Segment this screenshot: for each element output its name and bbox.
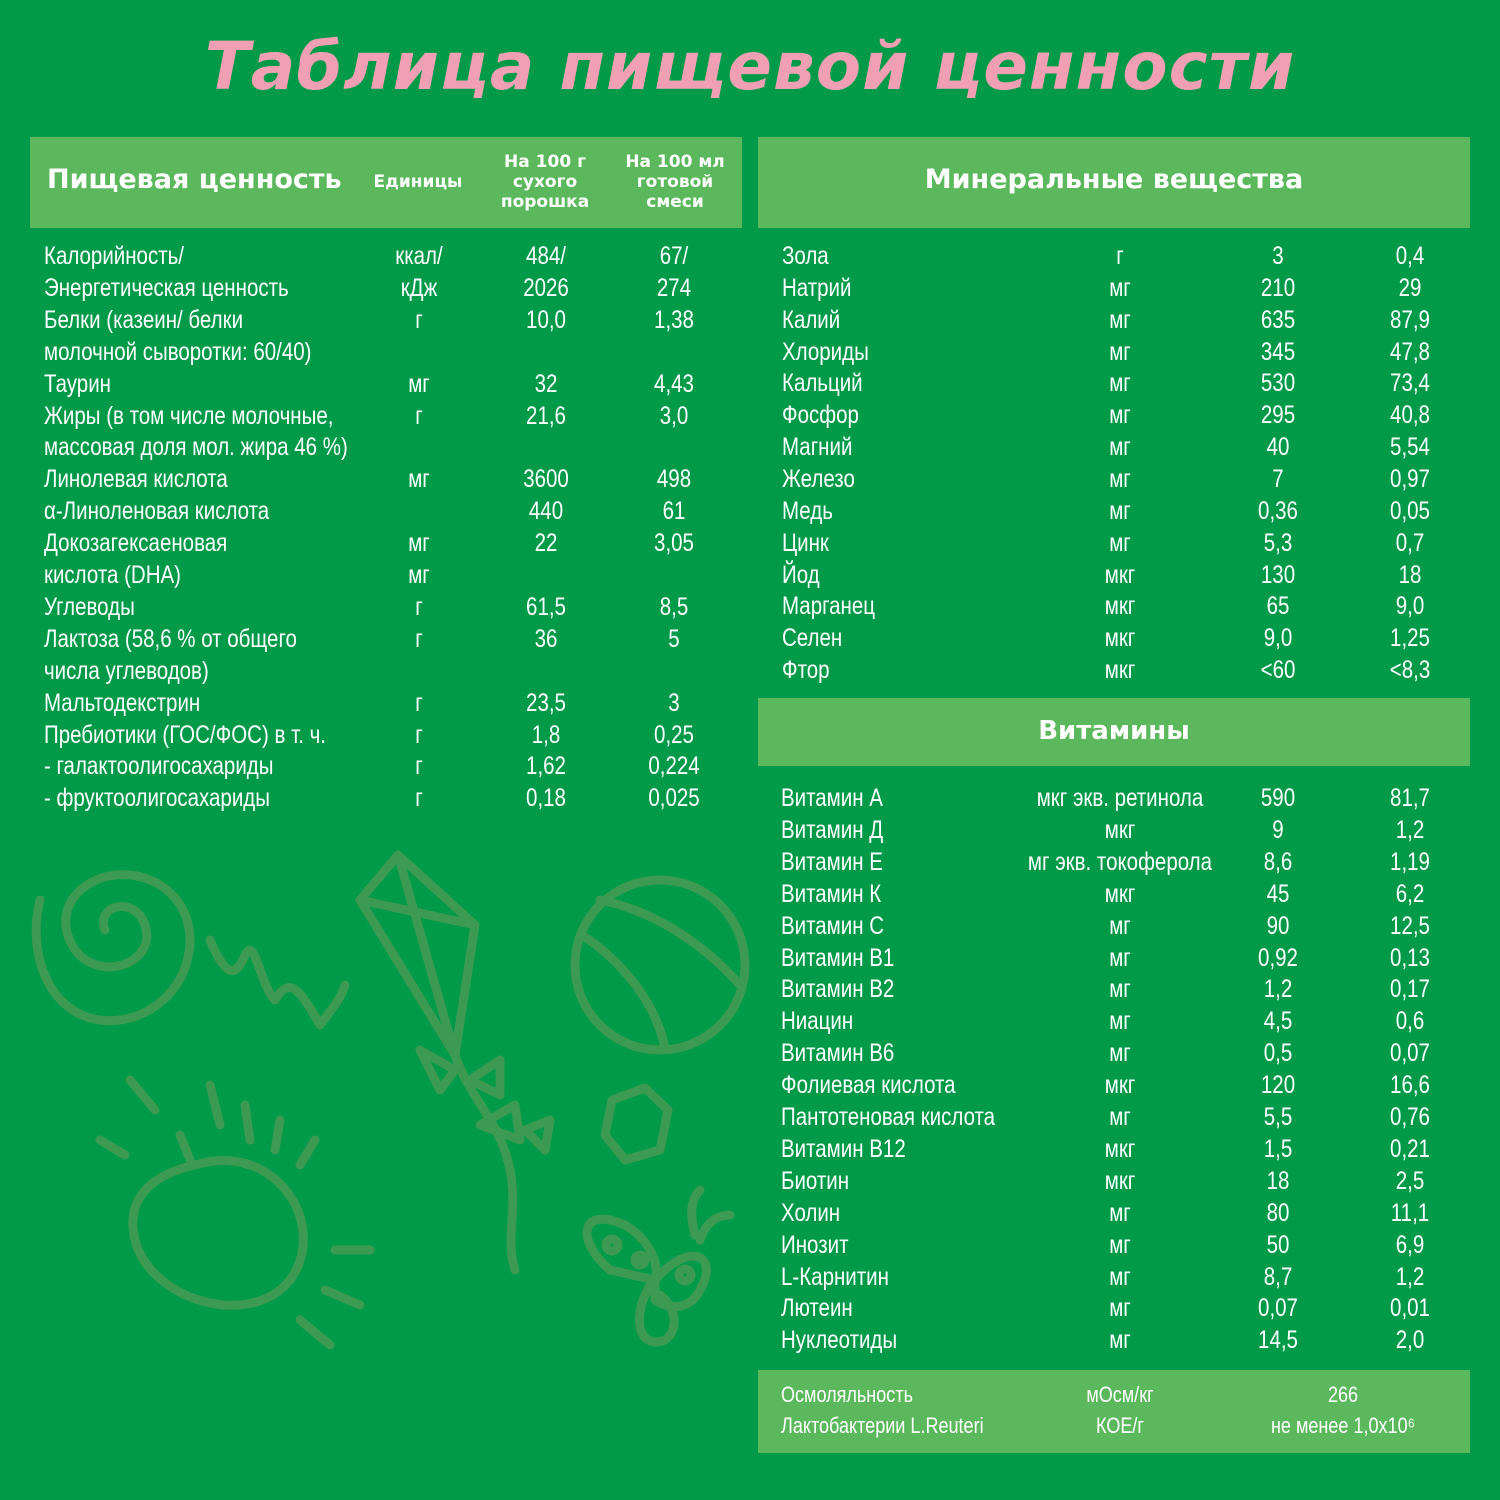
minerals-name-cell: Железо — [782, 464, 855, 493]
footer-value-cell: 266 — [1327, 1382, 1359, 1407]
nutrition-value-per-100g-cell: 23,5 — [526, 688, 566, 717]
nutrition-unit-cell: мг — [408, 561, 430, 589]
vitamins-value-per-100ml-cell: 0,76 — [1390, 1103, 1430, 1131]
vitamins-unit-cell: мкг — [1104, 1134, 1136, 1163]
nutrition-name-cell: Белки (казеин/ белки — [44, 305, 244, 334]
nutrition-value-per-100ml-cell: 0,25 — [654, 720, 694, 749]
page-title: Таблица пищевой ценности — [204, 28, 1296, 105]
nutrition-value-per-100ml-cell: 498 — [656, 465, 692, 494]
nutrition-unit-cell: мг — [408, 465, 430, 494]
minerals-row — [0, 272, 1500, 304]
minerals-row — [0, 240, 1500, 272]
minerals-name-cell: Медь — [782, 496, 833, 525]
nutrition-unit-cell: ккал/ — [395, 242, 443, 270]
vitamins-name-cell: Витамин В1 — [781, 943, 895, 972]
nutrition-value-per-100ml-cell: 61 — [662, 497, 686, 526]
minerals-name-cell: Цинк — [782, 528, 829, 557]
minerals-row — [0, 431, 1500, 463]
minerals-value-per-100ml-cell: 29 — [1398, 273, 1422, 302]
nutrition-value-per-100ml-cell: 0,224 — [648, 752, 700, 781]
vitamins-value-per-100ml-cell: 0,13 — [1390, 943, 1430, 972]
nutrition-value-per-100g-cell: 1,8 — [531, 720, 561, 749]
vitamins-row — [0, 782, 1500, 814]
vitamins-name-cell: Инозит — [781, 1230, 849, 1259]
minerals-value-per-100ml-cell: 5,54 — [1390, 433, 1430, 462]
nutrition-unit-cell: г — [415, 592, 423, 621]
vitamins-value-per-100ml-cell: 1,2 — [1395, 1262, 1425, 1291]
minerals-unit-cell: мг — [1109, 273, 1131, 302]
nutrition-value-per-100g-cell: 2026 — [523, 273, 569, 302]
minerals-unit-cell: мг — [1109, 496, 1131, 525]
vitamins-unit-cell: мкг — [1104, 1166, 1136, 1195]
minerals-name-cell: Селен — [782, 624, 843, 653]
minerals-row — [0, 304, 1500, 336]
vitamins-value-per-100g-cell: 50 — [1266, 1230, 1290, 1259]
vitamins-unit-cell: мг — [1109, 1230, 1131, 1259]
minerals-value-per-100g-cell: 9,0 — [1263, 624, 1293, 653]
minerals-value-per-100ml-cell: 1,25 — [1390, 624, 1430, 653]
vitamins-name-cell: Витамин С — [781, 911, 885, 940]
nutrition-name-cell: Линолевая кислота — [44, 465, 228, 494]
vitamins-unit-cell: мг — [1109, 1007, 1131, 1036]
minerals-unit-cell: мг — [1109, 305, 1131, 334]
vitamins-name-cell: Ниацин — [781, 1007, 854, 1036]
minerals-name-cell: Фосфор — [782, 401, 859, 430]
minerals-value-per-100g-cell: 530 — [1260, 369, 1296, 398]
nutrition-name-cell: Калорийность/ — [44, 242, 184, 270]
minerals-value-per-100g-cell: 40 — [1266, 433, 1290, 462]
vitamins-value-per-100ml-cell: 11,1 — [1390, 1198, 1430, 1227]
vitamins-value-per-100g-cell: 8,6 — [1263, 847, 1293, 876]
vitamins-value-per-100g-cell: 120 — [1260, 1071, 1296, 1100]
minerals-value-per-100ml-cell: 0,97 — [1390, 464, 1430, 493]
footer-unit-cell: мОсм/кг — [1086, 1382, 1154, 1407]
vitamins-unit-cell: мкг — [1104, 1071, 1136, 1100]
nutrition-name-cell: α-Линоленовая кислота — [44, 497, 270, 526]
minerals-value-per-100ml-cell: 18 — [1398, 560, 1422, 589]
nutrition-value-per-100ml-cell: 0,025 — [648, 784, 700, 813]
minerals-value-per-100g-cell: 295 — [1260, 401, 1296, 430]
nutrition-unit-cell: г — [415, 305, 423, 334]
vitamins-name-cell: L-Карнитин — [781, 1262, 889, 1291]
minerals-name-cell: Калий — [782, 305, 841, 334]
nutrition-value-per-100ml-cell: 3,05 — [654, 529, 694, 558]
vitamins-value-per-100g-cell: 1,2 — [1263, 975, 1293, 1004]
minerals-name-cell: Марганец — [782, 592, 876, 621]
vitamins-row — [0, 1005, 1500, 1037]
vitamins-value-per-100g-cell: 5,5 — [1263, 1103, 1293, 1131]
nutrition-value-per-100ml-cell: 5 — [668, 624, 680, 653]
minerals-value-per-100g-cell: 0,36 — [1258, 496, 1298, 525]
vitamins-value-per-100ml-cell: 2,0 — [1395, 1326, 1425, 1355]
vitamins-name-cell: Витамин Е — [781, 847, 883, 876]
nutrition-unit-cell: г — [415, 624, 423, 653]
vitamins-row — [0, 1197, 1500, 1229]
vitamins-row — [0, 1324, 1500, 1356]
vitamins-unit-cell: мкг — [1104, 815, 1136, 844]
vitamins-name-cell: Пантотеновая кислота — [781, 1103, 996, 1131]
minerals-value-per-100g-cell: 635 — [1260, 305, 1296, 334]
nutrition-unit-cell: мг — [408, 369, 430, 398]
nutrition-value-per-100ml-cell: 274 — [656, 273, 692, 302]
nutrition-value-per-100g-cell: 32 — [534, 369, 558, 398]
minerals-name-cell: Зола — [782, 242, 829, 270]
nutrition-value-per-100ml-cell: 67/ — [659, 242, 689, 270]
minerals-row — [0, 367, 1500, 399]
vitamins-value-per-100ml-cell: 0,01 — [1390, 1294, 1430, 1323]
minerals-unit-cell: мкг — [1104, 592, 1136, 621]
minerals-unit-cell: мкг — [1104, 656, 1136, 685]
minerals-name-cell: Кальций — [782, 369, 863, 398]
vitamins-name-cell: Витамин К — [781, 879, 882, 908]
vitamins-value-per-100ml-cell: 1,2 — [1395, 815, 1425, 844]
nutrition-header-col2: На 100 мл готовой смеси — [625, 152, 725, 212]
vitamins-value-per-100g-cell: 80 — [1266, 1198, 1290, 1227]
nutrition-value-per-100g-cell: 440 — [528, 497, 564, 526]
nutrition-name-cell: массовая доля мол. жира 46 %) — [44, 433, 348, 462]
nutrition-value-per-100g-cell: 61,5 — [526, 592, 566, 621]
vitamins-row — [0, 814, 1500, 846]
minerals-row — [0, 590, 1500, 622]
nutrition-row — [0, 687, 1500, 719]
minerals-value-per-100ml-cell: 0,7 — [1395, 528, 1425, 557]
vitamins-unit-cell: мг — [1109, 1294, 1131, 1323]
minerals-value-per-100ml-cell: 40,8 — [1390, 401, 1430, 430]
nutrition-value-per-100ml-cell: 1,38 — [654, 305, 694, 334]
minerals-row — [0, 527, 1500, 559]
vitamins-unit-cell: мг — [1109, 911, 1131, 940]
minerals-value-per-100ml-cell: 73,4 — [1390, 369, 1430, 398]
minerals-unit-cell: мг — [1109, 433, 1131, 462]
vitamins-row — [0, 1037, 1500, 1069]
vitamins-row — [0, 1292, 1500, 1324]
footer-value-cell: не менее 1,0x10⁶ — [1270, 1413, 1416, 1438]
minerals-unit-cell: мг — [1109, 528, 1131, 557]
vitamins-row — [0, 878, 1500, 910]
minerals-value-per-100ml-cell: 87,9 — [1390, 305, 1430, 334]
nutrition-unit-cell: кДж — [400, 273, 438, 302]
minerals-unit-cell: г — [1116, 242, 1124, 270]
minerals-row — [0, 654, 1500, 686]
vitamins-row — [0, 1229, 1500, 1261]
nutrition-value-per-100g-cell: 3600 — [523, 465, 569, 494]
minerals-value-per-100g-cell: 7 — [1272, 464, 1284, 493]
vitamins-value-per-100g-cell: 0,5 — [1263, 1039, 1293, 1068]
minerals-unit-cell: мг — [1109, 464, 1131, 493]
nutrition-value-per-100ml-cell: 8,5 — [659, 592, 689, 621]
vitamins-value-per-100ml-cell: 6,2 — [1395, 879, 1425, 908]
nutrition-name-cell: Углеводы — [44, 592, 135, 621]
nutrition-name-cell: Энергетическая ценность — [44, 273, 289, 302]
nutrition-name-cell: числа углеводов) — [44, 656, 209, 685]
nutrition-value-per-100g-cell: 22 — [534, 529, 558, 558]
vitamins-unit-cell: мг — [1109, 1262, 1131, 1291]
vitamins-row — [0, 1133, 1500, 1165]
nutrition-name-cell: Пребиотики (ГОС/ФОС) в т. ч. — [44, 720, 326, 749]
vitamins-value-per-100ml-cell: 0,6 — [1395, 1007, 1425, 1036]
vitamins-value-per-100g-cell: 14,5 — [1258, 1326, 1298, 1355]
minerals-row — [0, 495, 1500, 527]
nutrition-value-per-100g-cell: 484/ — [526, 242, 566, 270]
vitamins-name-cell: Витамин В12 — [781, 1134, 906, 1163]
vitamins-unit-cell: мг — [1109, 943, 1131, 972]
nutrition-name-cell: - фруктоолигосахариды — [44, 784, 270, 813]
minerals-value-per-100ml-cell: 9,0 — [1395, 592, 1425, 621]
vitamins-row — [0, 846, 1500, 878]
vitamins-value-per-100ml-cell: 1,19 — [1390, 847, 1430, 876]
nutrition-unit-cell: г — [415, 720, 423, 749]
nutrition-header-title: Пищевая ценность — [47, 164, 342, 195]
vitamins-value-per-100g-cell: 45 — [1266, 879, 1290, 908]
vitamins-name-cell: Витамин В6 — [781, 1039, 895, 1068]
vitamins-value-per-100ml-cell: 0,21 — [1390, 1134, 1430, 1163]
nutrition-unit-cell: г — [415, 401, 423, 430]
nutrition-unit-cell: г — [415, 688, 423, 717]
nutrition-unit-cell: мг — [408, 529, 430, 558]
nutrition-value-per-100g-cell: 21,6 — [526, 401, 566, 430]
vitamins-name-cell: Витамин А — [781, 784, 883, 812]
minerals-value-per-100ml-cell: 47,8 — [1390, 337, 1430, 366]
nutrition-name-cell: - галактоолигосахариды — [44, 752, 274, 781]
vitamins-value-per-100ml-cell: 81,7 — [1390, 784, 1430, 812]
vitamins-value-per-100ml-cell: 12,5 — [1390, 911, 1430, 940]
vitamins-name-cell: Холин — [781, 1198, 841, 1227]
footer-name-cell: Осмоляльность — [781, 1382, 913, 1407]
vitamins-value-per-100ml-cell: 0,07 — [1390, 1039, 1430, 1068]
vitamins-value-per-100ml-cell: 16,6 — [1390, 1071, 1430, 1100]
minerals-row — [0, 336, 1500, 368]
minerals-row — [0, 559, 1500, 591]
vitamins-value-per-100g-cell: 8,7 — [1263, 1262, 1293, 1291]
minerals-value-per-100ml-cell: 0,05 — [1390, 496, 1430, 525]
vitamins-value-per-100g-cell: 1,5 — [1263, 1134, 1293, 1163]
nutrition-name-cell: кислота (DHA) — [44, 561, 182, 589]
nutrition-value-per-100ml-cell: 4,43 — [654, 369, 694, 398]
vitamins-row — [0, 1165, 1500, 1197]
vitamins-name-cell: Витамин Д — [781, 815, 884, 844]
vitamins-value-per-100g-cell: 0,92 — [1258, 943, 1298, 972]
minerals-header-title: Минеральные вещества — [924, 164, 1304, 195]
minerals-row — [0, 399, 1500, 431]
vitamins-value-per-100ml-cell: 0,17 — [1390, 975, 1430, 1004]
vitamins-row — [0, 1101, 1500, 1133]
vitamins-value-per-100g-cell: 4,5 — [1263, 1007, 1293, 1036]
vitamins-unit-cell: мг — [1109, 1326, 1131, 1355]
vitamins-name-cell: Биотин — [781, 1166, 850, 1195]
nutrition-header-col1: На 100 г сухого порошка — [500, 152, 590, 212]
nutrition-value-per-100ml-cell: 3,0 — [659, 401, 689, 430]
vitamins-unit-cell: мкг экв. ретинола — [1036, 784, 1204, 812]
vitamins-name-cell: Витамин В2 — [781, 975, 895, 1004]
footer-name-cell: Лактобактерии L.Reuteri — [781, 1413, 984, 1438]
vitamins-name-cell: Лютеин — [781, 1294, 853, 1323]
minerals-unit-cell: мкг — [1104, 624, 1136, 653]
minerals-value-per-100g-cell: 210 — [1260, 273, 1296, 302]
vitamins-value-per-100g-cell: 9 — [1272, 815, 1284, 844]
minerals-value-per-100g-cell: 3 — [1272, 242, 1284, 270]
vitamins-value-per-100ml-cell: 6,9 — [1395, 1230, 1425, 1259]
vitamins-value-per-100g-cell: 90 — [1266, 911, 1290, 940]
vitamins-value-per-100g-cell: 590 — [1260, 784, 1296, 812]
nutrition-value-per-100g-cell: 10,0 — [526, 305, 566, 334]
minerals-unit-cell: мкг — [1104, 560, 1136, 589]
vitamins-unit-cell: мг — [1109, 1039, 1131, 1068]
vitamins-unit-cell: мг — [1109, 1198, 1131, 1227]
nutrition-name-cell: Мальтодекстрин — [44, 688, 201, 717]
vitamins-header-title: Витамины — [1038, 716, 1190, 746]
minerals-name-cell: Йод — [782, 560, 820, 589]
nutrition-name-cell: Докозагексаеновая — [44, 529, 228, 558]
minerals-row — [0, 463, 1500, 495]
vitamins-value-per-100ml-cell: 2,5 — [1395, 1166, 1425, 1195]
minerals-value-per-100g-cell: 345 — [1260, 337, 1296, 366]
minerals-value-per-100g-cell: 130 — [1260, 560, 1296, 589]
minerals-value-per-100g-cell: 5,3 — [1263, 528, 1293, 557]
minerals-value-per-100ml-cell: <8,3 — [1389, 656, 1431, 685]
nutrition-header-units: Единицы — [373, 172, 463, 192]
vitamins-row — [0, 1261, 1500, 1293]
nutrition-row — [0, 750, 1500, 782]
minerals-value-per-100g-cell: 65 — [1266, 592, 1290, 621]
nutrition-value-per-100g-cell: 36 — [534, 624, 558, 653]
minerals-value-per-100g-cell: <60 — [1260, 656, 1296, 685]
nutrition-name-cell: молочной сыворотки: 60/40) — [44, 337, 312, 366]
minerals-unit-cell: мг — [1109, 401, 1131, 430]
vitamins-name-cell: Нуклеотиды — [781, 1326, 898, 1355]
vitamins-unit-cell: мг экв. токоферола — [1027, 847, 1213, 876]
vitamins-row — [0, 910, 1500, 942]
minerals-unit-cell: мг — [1109, 369, 1131, 398]
nutrition-value-per-100g-cell: 0,18 — [526, 784, 566, 813]
nutrition-value-per-100g-cell: 1,62 — [526, 752, 566, 781]
vitamins-unit-cell: мг — [1109, 1103, 1131, 1131]
nutrition-unit-cell: г — [415, 784, 423, 813]
vitamins-name-cell: Фолиевая кислота — [781, 1071, 956, 1100]
vitamins-value-per-100g-cell: 0,07 — [1258, 1294, 1298, 1323]
minerals-name-cell: Натрий — [782, 273, 852, 302]
footer-unit-cell: КОЕ/г — [1096, 1413, 1144, 1438]
nutrition-name-cell: Жиры (в том числе молочные, — [44, 401, 334, 430]
minerals-name-cell: Фтор — [782, 656, 830, 685]
nutrition-unit-cell: г — [415, 752, 423, 781]
vitamins-row — [0, 942, 1500, 974]
minerals-name-cell: Магний — [782, 433, 853, 462]
nutrition-row — [0, 719, 1500, 751]
vitamins-row — [0, 973, 1500, 1005]
vitamins-row — [0, 1069, 1500, 1101]
minerals-row — [0, 622, 1500, 654]
minerals-unit-cell: мг — [1109, 337, 1131, 366]
vitamins-unit-cell: мг — [1109, 975, 1131, 1004]
nutrition-value-per-100ml-cell: 3 — [668, 688, 680, 717]
vitamins-unit-cell: мкг — [1104, 879, 1136, 908]
nutrition-name-cell: Лактоза (58,6 % от общего — [44, 624, 297, 653]
nutrition-name-cell: Таурин — [44, 369, 111, 398]
vitamins-value-per-100g-cell: 18 — [1266, 1166, 1290, 1195]
minerals-value-per-100ml-cell: 0,4 — [1395, 242, 1425, 270]
minerals-name-cell: Хлориды — [782, 337, 869, 366]
